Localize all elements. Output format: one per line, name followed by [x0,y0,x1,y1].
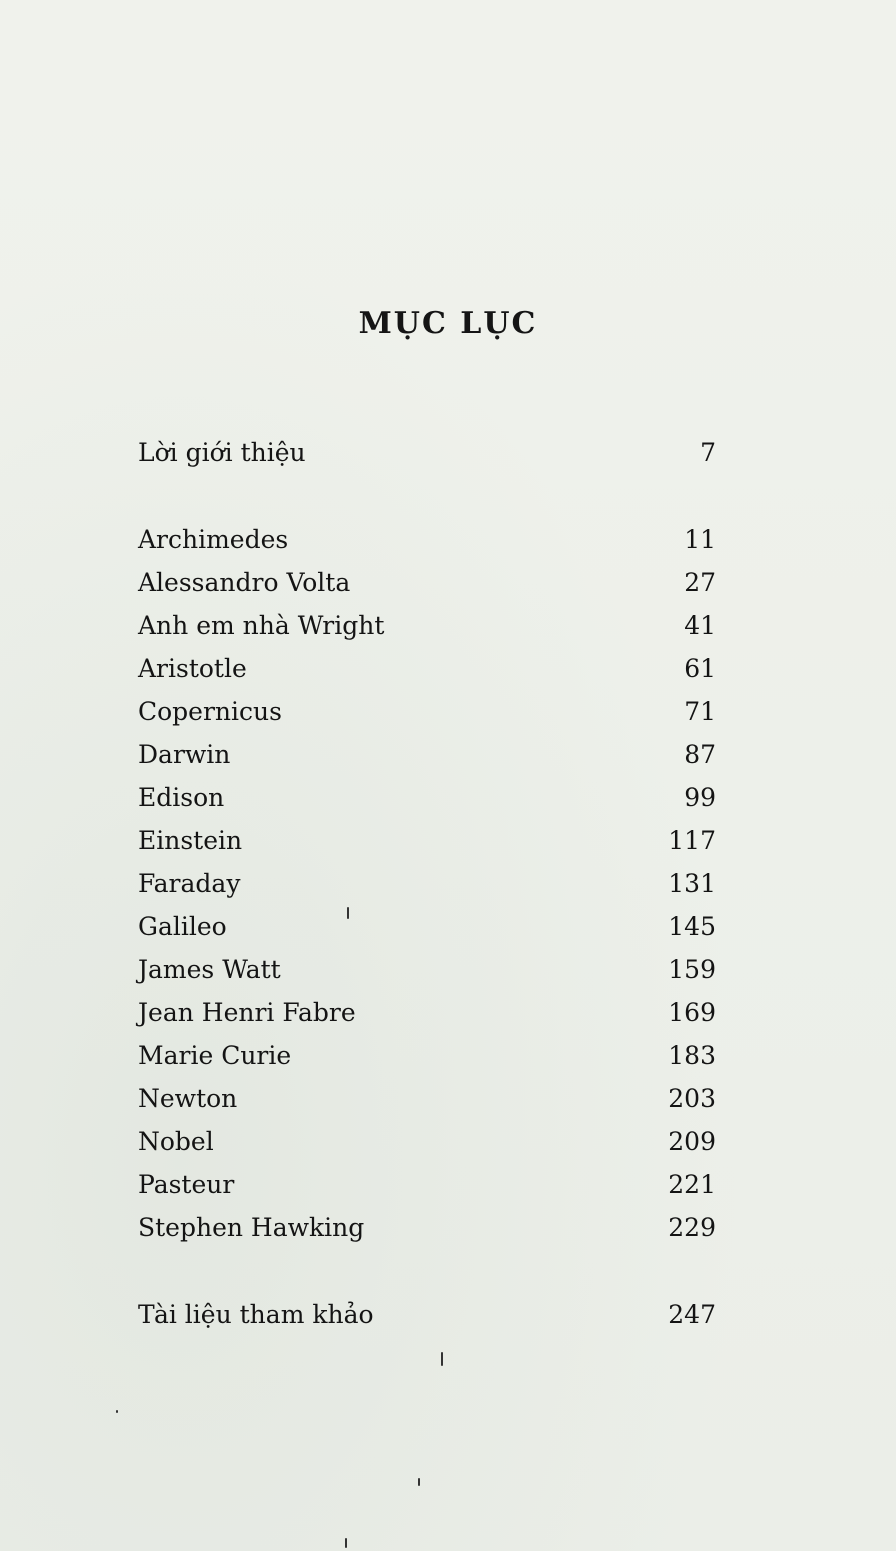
scan-speck [441,1352,443,1366]
toc-entry-page: 61 [684,654,716,683]
toc-entry [138,1165,716,1205]
toc-entry-title: Marie Curie [138,1041,292,1070]
toc-entry [138,1208,716,1248]
toc-entry-title: Newton [138,1084,238,1113]
toc-entry-title: Pasteur [138,1170,235,1199]
toc-entry [138,950,716,990]
toc-entry-page: 7 [700,438,716,467]
toc-entry [138,606,716,646]
toc-entry-page: 145 [668,912,716,941]
toc-entry-page: 41 [684,611,716,640]
toc-entry-page: 183 [668,1041,716,1070]
toc-entry [138,692,716,732]
toc-entry-page: 221 [668,1170,716,1199]
toc-entry-title: Anh em nhà Wright [138,611,385,640]
toc-entry-page: 87 [684,740,716,769]
toc-entry-title: Lời giới thiệu [138,438,306,467]
toc-entry-title: Faraday [138,869,241,898]
toc-entry [138,735,716,775]
toc-entry [138,433,716,473]
scan-speck [116,1410,118,1413]
toc-entry-page: 169 [668,998,716,1027]
toc-entry-title: James Watt [138,955,281,984]
toc-entry-title: Alessandro Volta [138,568,351,597]
toc-entry-page: 27 [684,568,716,597]
toc-entry-title: Galileo [138,912,227,941]
toc-entry-page: 203 [668,1084,716,1113]
toc-entry-title: Archimedes [138,525,289,554]
toc-entry [138,649,716,689]
toc-entry [138,993,716,1033]
toc-entry-page: 71 [684,697,716,726]
toc-entry-page: 131 [668,869,716,898]
page-title: MỤC LỤC [358,306,538,341]
toc-entry [138,563,716,603]
toc-entry-page: 117 [668,826,716,855]
scan-speck [345,1538,347,1548]
toc-entry [138,1036,716,1076]
toc-entry [138,907,716,947]
toc-entry [138,778,716,818]
toc-entry [138,1122,716,1162]
toc-entry-page: 209 [668,1127,716,1156]
toc-entry-title: Nobel [138,1127,214,1156]
toc-entry-title: Jean Henri Fabre [138,998,356,1027]
toc-entry-title: Aristotle [138,654,247,683]
toc-entry [138,821,716,861]
toc-entry [138,520,716,560]
toc-entry-title: Stephen Hawking [138,1213,365,1242]
toc-entry-title: Edison [138,783,225,812]
scan-speck [347,907,349,919]
toc-entry [138,1295,716,1335]
toc-entry-title: Einstein [138,826,243,855]
toc-entry [138,1079,716,1119]
toc-entry-title: Tài liệu tham khảo [138,1300,374,1329]
toc-entry-page: 11 [684,525,716,554]
toc-entry-page: 247 [668,1300,716,1329]
toc-entry-title: Darwin [138,740,231,769]
toc-entry-title: Copernicus [138,697,282,726]
toc-entry-page: 229 [668,1213,716,1242]
toc-entry-page: 159 [668,955,716,984]
toc-entry [138,864,716,904]
scan-speck [418,1478,420,1486]
toc-entry-page: 99 [684,783,716,812]
